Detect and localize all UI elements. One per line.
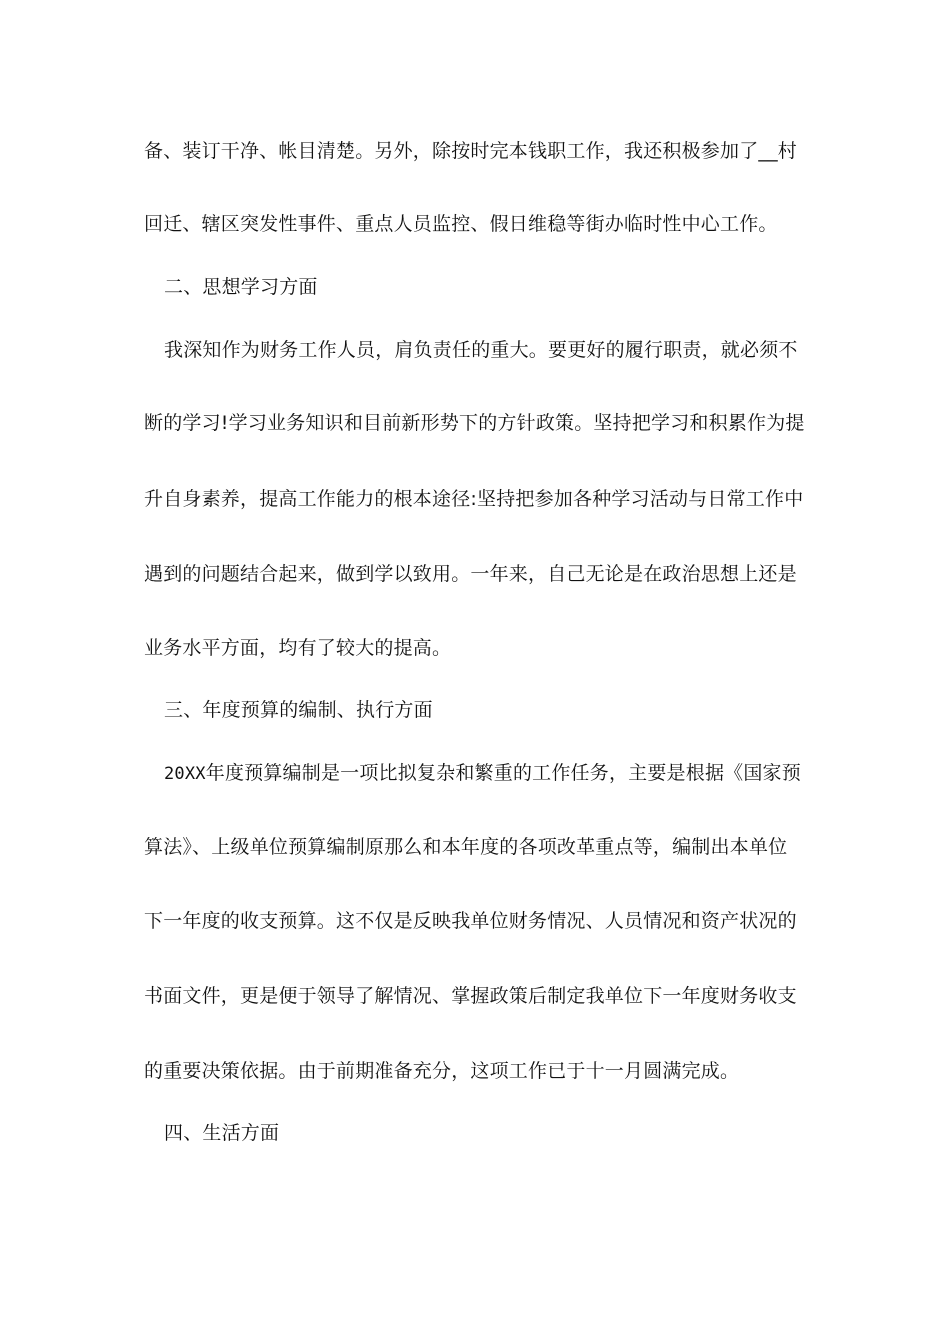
- paragraph-line: 业务水平方面，均有了较大的提高。: [144, 637, 452, 659]
- section-heading: 二、思想学习方面: [164, 276, 318, 298]
- paragraph-line: 回迁、辖区突发性事件、重点人员监控、假日维稳等街办临时性中心工作。: [144, 213, 778, 235]
- paragraph-line: [164, 760, 834, 787]
- section-heading: 三、年度预算的编制、执行方面: [164, 699, 433, 721]
- year-prefix: 20XX: [164, 764, 206, 784]
- paragraph-line: 算法》、上级单位预算编制原那么和本年度的各项改革重点等，编制出本单位: [144, 836, 788, 858]
- paragraph-line: 书面文件，更是便于领导了解情况、掌握政策后制定我单位下一年度财务收支: [144, 985, 797, 1007]
- paragraph-line: 升自身素养，提高工作能力的根本途径:坚持把参加各种学习活动与日常工作中: [144, 488, 804, 510]
- paragraph-line-text: 年度预算编制是一项比拟复杂和繁重的工作任务，主要是根据《国家预: [205, 762, 801, 784]
- paragraph-line: 下一年度的收支预算。这不仅是反映我单位财务情况、人员情况和资产状况的: [144, 910, 797, 932]
- paragraph-line: 遇到的问题结合起来，做到学以致用。一年来，自己无论是在政治思想上还是: [144, 563, 797, 585]
- section-heading: 四、生活方面: [164, 1122, 280, 1144]
- paragraph-line: 备、装订干净、帐目清楚。另外，除按时完本钱职工作，我还积极参加了__村: [144, 140, 798, 162]
- paragraph-line: 我深知作为财务工作人员，肩负责任的重大。要更好的履行职责，就必须不: [164, 339, 798, 361]
- paragraph-line: 断的学习!学习业务知识和目前新形势下的方针政策。坚持把学习和积累作为提: [144, 412, 805, 434]
- paragraph-line: 的重要决策依据。由于前期准备充分，这项工作已于十一月圆满完成。: [144, 1060, 740, 1082]
